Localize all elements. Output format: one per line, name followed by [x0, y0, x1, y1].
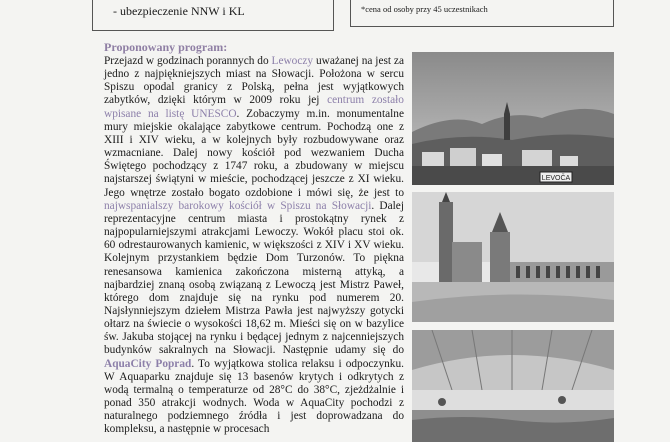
link-levoca[interactable]: Lewoczy [271, 55, 314, 67]
text-segment: Przejazd w godzinach porannych do [104, 55, 272, 67]
program-description [104, 55, 404, 437]
town-sign-text: LEVOČA [541, 175, 571, 182]
link-unesco[interactable]: centrum zostało wpisane na listę UNESCO [104, 94, 404, 120]
link-baroque-church[interactable]: najwspanialszy barokowy kościół w Spiszu na Słowacji [104, 199, 372, 212]
price-footnote: *cena od osoby przy 45 uczestnikach [361, 4, 488, 14]
price-box [350, 0, 614, 27]
text-segment: . Dalej reprezentacyjne centrum miasta i prostokątny rynek z najpopularniejszymi atrakcjami Lewoczy. Wokół placu stoi ok. 60 odrestaurowanych kamienic, w większości z XIV i XV wieku. Kolejnym przystankiem będzie Dom Turzonów. To piękna renesansowa kamienica zakończona misterną attyką, a najbardziej znaną osobą związaną z Lewoczą jest Mistrz Paweł, którego dom znajduje się na rynku pod numerem 20. Najsłynniejszym dziełem Mistrza Pawła jest najwyższy gotycki ołtarz na świecie o wysokości 18,62 m. Mieści się on w bazylice św. Jakuba stojącej na rynku i będącej jednym z najcenniejszych budynków sakralnych na Słowacji. Następnie udamy się do [104, 199, 404, 357]
program-heading: Proponowany program: [104, 40, 228, 54]
text-segment: uważanej na jest za jedno z najpiękniejszych miast na Słowacji. Położona w sercu Spiszu opodal granicy z Polską, pełna jest wyjątkowych zabytków, dzięki którym w 2009 roku jej [104, 55, 404, 107]
price-includes-box [92, 0, 334, 31]
text-segment: . To wyjątkowa stolica relaksu i odpoczynku. W Aquaparku znajduje się 13 basenów krytych i odkrytych z wodą termalną o temperaturze od 28°C do 38°C, zjeżdżalnie i ponad 350 atrakcji wodnych. Woda w AquaCity pochodzi z naturalnego podziemnego źródła i jest doprowadzana do kompleksu, a następnie w procesach [104, 357, 404, 436]
photo-aquacity-interior [412, 330, 614, 442]
includes-item-insurance: - ubezpieczenie NNW i KL [113, 4, 245, 18]
text-segment: . Zobaczymy m.in. monumentalne mury miejskie okalające zabytkowe centrum. Pochodzą one z XIII i XIV wieku, a w kolejnych były rozbudowywane oraz wzmacniane. Dalej nowy kościół pod wezwaniem Ducha Świętego pochodzący z 1747 roku, a zbudowany w miejscu najstarszej świątyni w mieście, pochodzącej jeszcze z XI wieku. Jego wnętrze zostało bogato ozdobione i mówi się, że jest to [104, 107, 405, 199]
link-aquacity[interactable]: AquaCity Poprad [104, 357, 192, 370]
photo-levoca-square-churches [412, 192, 614, 322]
photo-levoca-panorama [412, 52, 614, 185]
